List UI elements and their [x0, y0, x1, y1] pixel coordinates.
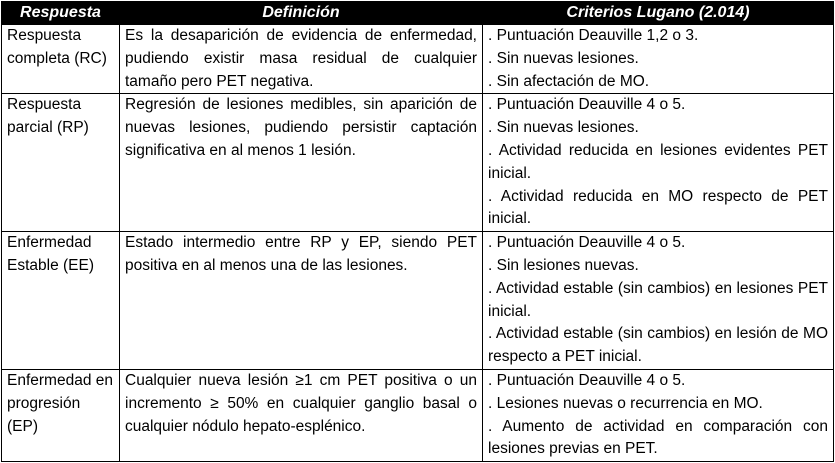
header-criterios: Criterios Lugano (2.014) — [483, 2, 834, 25]
respuesta-cell: Enfermedad en progresión (EP) — [2, 369, 120, 461]
criterios-cell — [483, 232, 834, 370]
definicion-cell: Regresión de lesiones medibles, sin aparición de nuevas lesiones, pudiendo persistir captación significativa en al menos 1 lesión. — [120, 94, 483, 232]
table-row — [2, 25, 834, 94]
table-row — [2, 232, 834, 370]
criterio-item: . Puntuación Deauville 4 o 5. — [488, 234, 686, 252]
criterios-cell — [483, 369, 834, 461]
criterios-cell — [483, 94, 834, 232]
criterio-item: . Sin nuevas lesiones. — [488, 49, 639, 67]
respuesta-cell: Enfermedad Estable (EE) — [2, 232, 120, 370]
criterio-item: . Sin afectación de MO. — [488, 72, 650, 90]
criterio-item: . Actividad estable (sin cambios) en lesión de MO respecto a PET inicial. — [488, 325, 828, 366]
definicion-cell: Es la desaparición de evidencia de enfermedad, pudiendo existir masa residual de cualquier tamaño pero PET negativa. — [120, 25, 483, 94]
criterio-item: . Lesiones nuevas o recurrencia en MO. — [488, 394, 763, 412]
criterio-item: . Sin nuevas lesiones. — [488, 119, 639, 137]
criterio-item: . Puntuación Deauville 4 o 5. — [488, 96, 686, 114]
definicion-cell: Estado intermedio entre RP y EP, siendo PET positiva en al menos una de las lesiones. — [120, 232, 483, 370]
respuesta-cell: Respuesta completa (RC) — [2, 25, 120, 94]
lugano-criteria-table — [1, 1, 834, 462]
criterio-item: . Puntuación Deauville 1,2 o 3. — [488, 27, 699, 44]
header-row — [2, 2, 834, 25]
respuesta-cell: Respuesta parcial (RP) — [2, 94, 120, 232]
criterio-item: . Actividad estable (sin cambios) en lesiones PET inicial. — [488, 279, 828, 320]
criterios-cell — [483, 25, 834, 94]
definicion-cell: Cualquier nueva lesión ≥1 cm PET positiva o un incremento ≥ 50% en cualquier ganglio basal o cualquier nódulo hepato-esplénico. — [120, 369, 483, 461]
criterio-item: . Actividad reducida en MO respecto de PET inicial. — [488, 187, 828, 228]
criterio-item: . Actividad reducida en lesiones evidentes PET inicial. — [488, 141, 828, 182]
criterio-item: . Sin lesiones nuevas. — [488, 256, 639, 274]
criterio-item: . Puntuación Deauville 4 o 5. — [488, 371, 686, 389]
header-respuesta: Respuesta — [2, 2, 120, 25]
header-definicion: Definición — [120, 2, 483, 25]
criterio-item: . Aumento de actividad en comparación con lesiones previas en PET. — [488, 417, 828, 458]
table-row — [2, 369, 834, 461]
table-row — [2, 94, 834, 232]
